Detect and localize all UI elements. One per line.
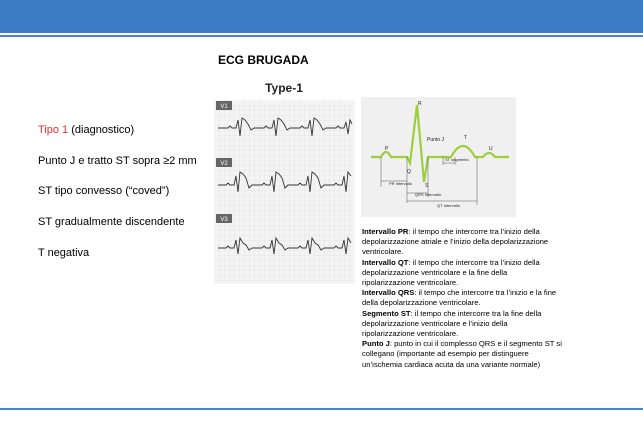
lead-label-v1: V1 (220, 104, 228, 110)
definition-qrs (362, 288, 562, 308)
lead-label-v2: V2 (220, 161, 228, 167)
top-divider (0, 35, 643, 37)
definition-pr (362, 227, 562, 258)
definition-qrs-term: Intervallo QRS (362, 288, 415, 298)
definition-punto-j-text: : punto in cui il complesso QRS e il segmento ST si collegano (importante ad esempio per distinguere un’ischemia cardiaca acuta da una variante normale) (362, 339, 562, 369)
qrs-interval-label: QRS Intervallo (415, 192, 442, 197)
punto-j-label: Punto J (427, 137, 444, 143)
wave-p-label: P (385, 146, 389, 152)
qt-interval-label: QT Intervallo (437, 203, 460, 208)
bullet-t-negativa: T negativa (38, 247, 90, 259)
definitions-text (362, 227, 562, 370)
definition-st-text: : il tempo che intercorre tra la fine della depolarizzazione ventricolare e l’inizio della ripolarizzazione ventricolare. (362, 308, 542, 339)
bullet-tipo-1-highlight: Tipo 1 (38, 124, 69, 136)
ecg-waveform-diagram (361, 97, 516, 217)
definition-pr-text: : il tempo che intercorre tra l’inizio della depolarizzazione atriale e l’inizio della depolarizzazione ventricolare. (362, 227, 549, 257)
wave-u-label: U (489, 146, 493, 152)
slide-title: ECG BRUGADA (218, 53, 309, 67)
wave-t-label: T (464, 135, 468, 141)
bullet-tipo-1 (38, 124, 134, 136)
definition-qrs-text: : il tempo che intercorre tra l’inizio e la fine della depolarizzazione ventricolare. (362, 288, 557, 308)
bullet-st-convesso: ST tipo convesso (“coved”) (38, 185, 170, 197)
ecg-brugada-image (214, 80, 355, 284)
definition-punto-j (362, 339, 562, 370)
definition-st (362, 309, 562, 340)
ecg-type-title: Type-1 (265, 81, 303, 95)
wave-q-label: Q (407, 169, 411, 175)
bottom-divider (0, 408, 643, 410)
definition-qt (362, 258, 562, 289)
bullet-st-discendente: ST gradualmente discendente (38, 216, 185, 228)
waveform-line (371, 105, 509, 182)
lead-label-v3: V3 (220, 217, 228, 223)
pr-interval-label: PR Intervallo (389, 181, 412, 186)
title-bar (0, 0, 643, 33)
definition-qt-term: Intervallo QT (362, 257, 409, 267)
definition-pr-term: Intervallo PR (362, 227, 409, 236)
definition-punto-j-term: Punto J (362, 339, 390, 349)
st-segment-label: ST segmento (445, 157, 469, 162)
wave-s-label: S (425, 183, 429, 189)
bullet-punto-j: Punto J e tratto ST sopra ≥2 mm (38, 155, 197, 167)
definition-qt-text: : il tempo che intercorre tra l’inizio della depolarizzazione ventricolare e la fine della ripolarizzazione ventricolare. (362, 257, 540, 288)
wave-r-label: R (418, 101, 422, 107)
definition-st-term: Segmento ST (362, 308, 411, 318)
bullet-tipo-1-rest: (diagnostico) (68, 124, 135, 136)
